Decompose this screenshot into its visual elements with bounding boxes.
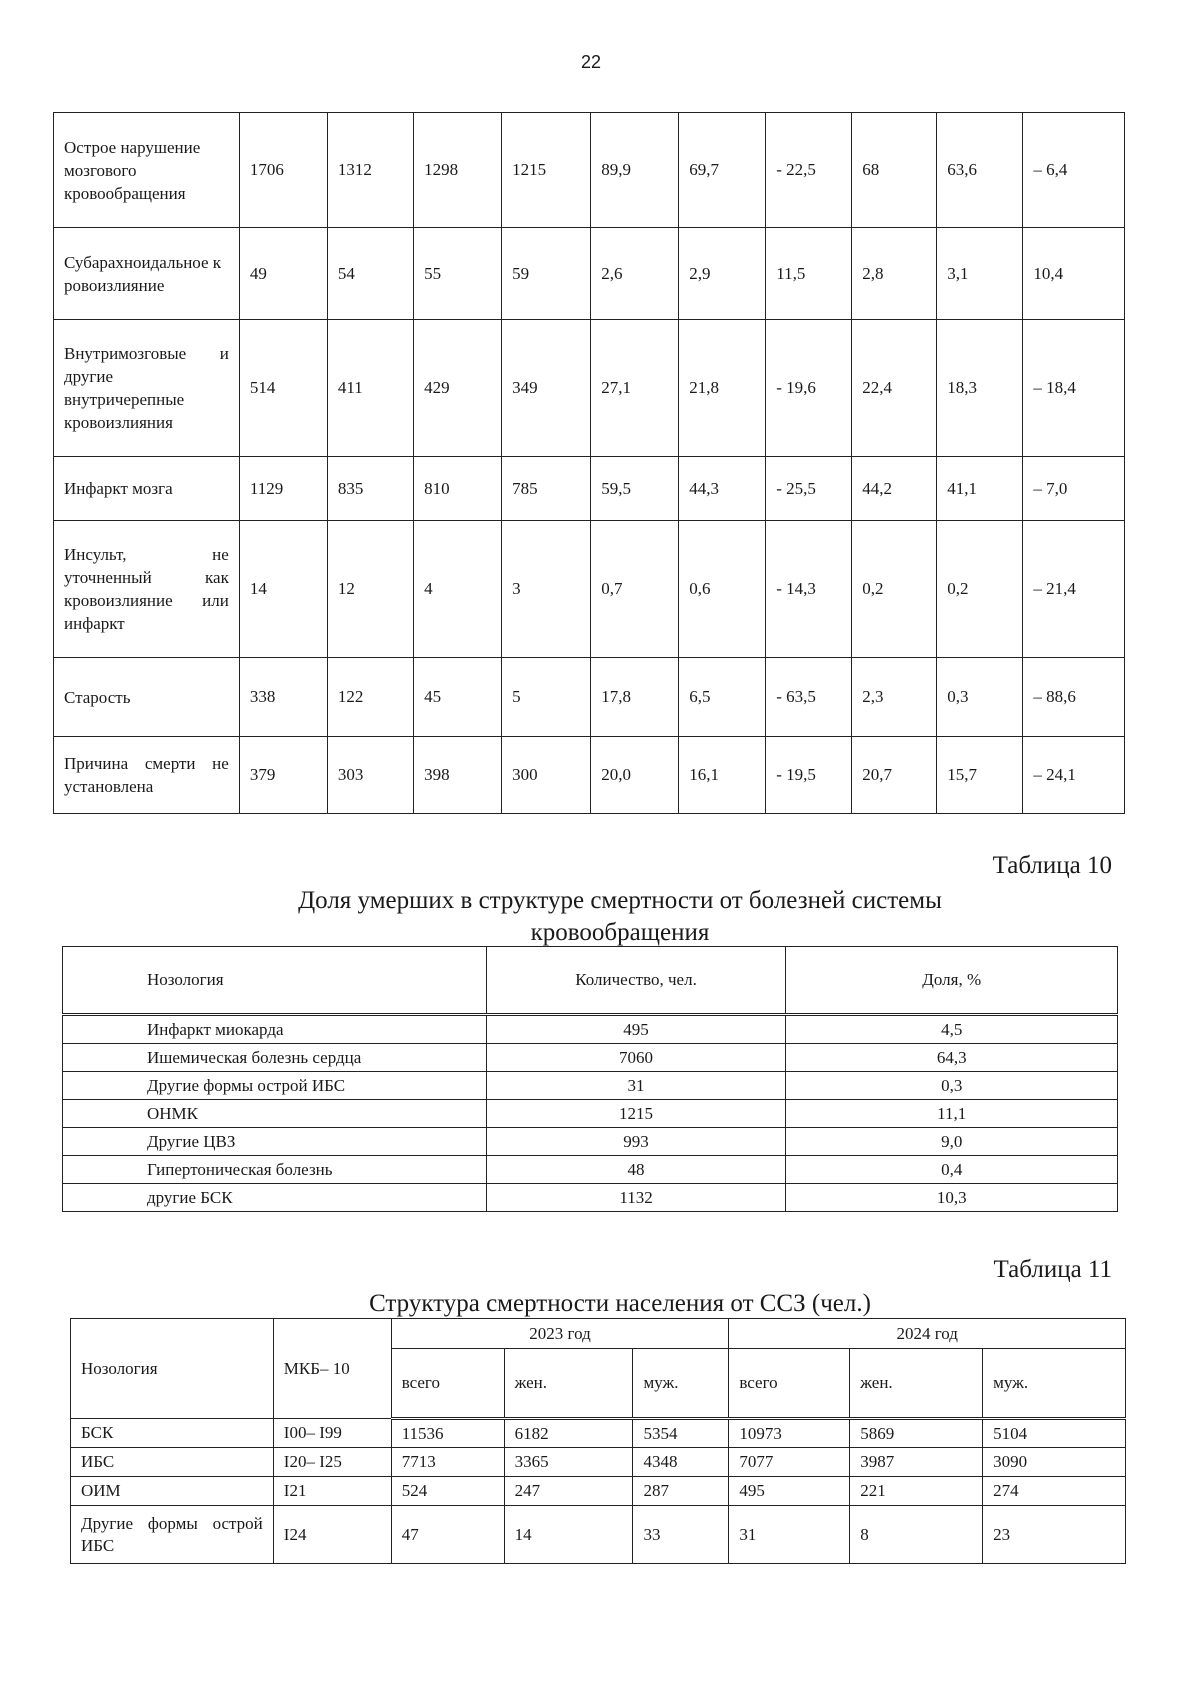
cell: 303 xyxy=(327,737,413,814)
row-name: Старость xyxy=(54,658,240,737)
row-name: Субарахноидальное кровоизлияние xyxy=(54,228,240,320)
cell: 10,3 xyxy=(786,1184,1118,1212)
cell: 10973 xyxy=(729,1419,850,1448)
row-name: Инсульт, не уточненный как кровоизлияние или инфаркт xyxy=(54,521,240,658)
table-header-row xyxy=(71,1319,1126,1349)
table-row xyxy=(54,457,1125,521)
table-row xyxy=(71,1506,1126,1564)
table10-label: Таблица 10 xyxy=(992,852,1112,879)
table-row xyxy=(71,1477,1126,1506)
row-name: Острое нарушение мозгового кровообращения xyxy=(54,113,240,228)
cell: 14 xyxy=(504,1506,633,1564)
cell: 10,4 xyxy=(1023,228,1125,320)
cell: - 14,3 xyxy=(766,521,852,658)
cell: 22,4 xyxy=(852,320,937,457)
cell: 122 xyxy=(327,658,413,737)
row-icd: I24 xyxy=(273,1506,391,1564)
table-row xyxy=(54,658,1125,737)
cell: 12 xyxy=(327,521,413,658)
cell: – 7,0 xyxy=(1023,457,1125,521)
cell: – 88,6 xyxy=(1023,658,1125,737)
cell: 993 xyxy=(486,1128,786,1156)
cell: 31 xyxy=(729,1506,850,1564)
row-name: ОИМ xyxy=(71,1477,274,1506)
table-row xyxy=(63,1044,1118,1072)
cell: 785 xyxy=(502,457,591,521)
cell: 17,8 xyxy=(591,658,679,737)
cell: 495 xyxy=(729,1477,850,1506)
cell: - 19,5 xyxy=(766,737,852,814)
table-row xyxy=(54,320,1125,457)
cell: 429 xyxy=(414,320,502,457)
cell: 398 xyxy=(414,737,502,814)
column-subheader: жен. xyxy=(850,1349,983,1419)
column-header-nosology: Нозология xyxy=(71,1319,274,1419)
row-name: Внутримозговые и другие внутричерепные кровоизлияния xyxy=(54,320,240,457)
cell: - 25,5 xyxy=(766,457,852,521)
table-row xyxy=(63,1100,1118,1128)
table10-title: Доля умерших в структуре смертности от болезней системы кровообращения xyxy=(298,887,942,946)
cell: 16,1 xyxy=(679,737,766,814)
cell: 20,7 xyxy=(852,737,937,814)
cell: 1129 xyxy=(239,457,327,521)
cell: 21,8 xyxy=(679,320,766,457)
cell: 14 xyxy=(239,521,327,658)
cell: 3987 xyxy=(850,1448,983,1477)
column-header: Нозология xyxy=(63,947,487,1015)
cell: 18,3 xyxy=(937,320,1023,457)
table-header-row xyxy=(63,947,1118,1015)
cell: 48 xyxy=(486,1156,786,1184)
cell: 4,5 xyxy=(786,1015,1118,1044)
cell: 49 xyxy=(239,228,327,320)
row-icd: I20– I25 xyxy=(273,1448,391,1477)
cell: 31 xyxy=(486,1072,786,1100)
cell: 9,0 xyxy=(786,1128,1118,1156)
share-of-deaths-table xyxy=(62,946,1118,1212)
cell: 15,7 xyxy=(937,737,1023,814)
cell: 5 xyxy=(502,658,591,737)
cell: 524 xyxy=(391,1477,504,1506)
column-subheader: жен. xyxy=(504,1349,633,1419)
cell: Другие ЦВЗ xyxy=(63,1128,487,1156)
table11-label: Таблица 11 xyxy=(993,1256,1112,1283)
cell: 1215 xyxy=(486,1100,786,1128)
cell: Другие формы острой ИБС xyxy=(63,1072,487,1100)
cell: 5354 xyxy=(633,1419,729,1448)
cell: 20,0 xyxy=(591,737,679,814)
cell: – 21,4 xyxy=(1023,521,1125,658)
cell: 1298 xyxy=(414,113,502,228)
column-header: Доля, % xyxy=(786,947,1118,1015)
row-icd: I21 xyxy=(273,1477,391,1506)
cell: 23 xyxy=(983,1506,1126,1564)
cell: 221 xyxy=(850,1477,983,1506)
cell: 0,3 xyxy=(937,658,1023,737)
table-row xyxy=(63,1184,1118,1212)
cell: 4348 xyxy=(633,1448,729,1477)
table11-title: Структура смертности населения от ССЗ (чел.) xyxy=(369,1290,871,1317)
cell: 0,2 xyxy=(937,521,1023,658)
cell: – 6,4 xyxy=(1023,113,1125,228)
cell: 3 xyxy=(502,521,591,658)
cell: 6182 xyxy=(504,1419,633,1448)
cell: 5104 xyxy=(983,1419,1126,1448)
cell: 11,1 xyxy=(786,1100,1118,1128)
cell: 89,9 xyxy=(591,113,679,228)
table-row xyxy=(54,521,1125,658)
cell: - 19,6 xyxy=(766,320,852,457)
cell: 69,7 xyxy=(679,113,766,228)
table-row xyxy=(54,113,1125,228)
cell: 379 xyxy=(239,737,327,814)
cell: 7713 xyxy=(391,1448,504,1477)
cell: 0,3 xyxy=(786,1072,1118,1100)
row-name: БСК xyxy=(71,1419,274,1448)
row-name: Другие формы острой ИБС xyxy=(71,1506,274,1564)
column-subheader: всего xyxy=(391,1349,504,1419)
cell: 274 xyxy=(983,1477,1126,1506)
cell: 1215 xyxy=(502,113,591,228)
cell: 45 xyxy=(414,658,502,737)
cell: 54 xyxy=(327,228,413,320)
row-name: ИБС xyxy=(71,1448,274,1477)
cell: 2,3 xyxy=(852,658,937,737)
row-name: Инфаркт мозга xyxy=(54,457,240,521)
cell: 44,2 xyxy=(852,457,937,521)
column-header-icd: МКБ– 10 xyxy=(273,1319,391,1419)
cell: 495 xyxy=(486,1015,786,1044)
cell: 338 xyxy=(239,658,327,737)
table-row xyxy=(63,1156,1118,1184)
cell: Инфаркт миокарда xyxy=(63,1015,487,1044)
cell: другие БСК xyxy=(63,1184,487,1212)
cell: 68 xyxy=(852,113,937,228)
row-name: Причина смерти не установлена xyxy=(54,737,240,814)
cell: 3365 xyxy=(504,1448,633,1477)
table-row xyxy=(63,1128,1118,1156)
cell: – 24,1 xyxy=(1023,737,1125,814)
cell: 3090 xyxy=(983,1448,1126,1477)
table-row xyxy=(54,228,1125,320)
cell: 7077 xyxy=(729,1448,850,1477)
table-row xyxy=(71,1448,1126,1477)
cell: 3,1 xyxy=(937,228,1023,320)
page-number: 22 xyxy=(580,52,602,72)
cell: 2,6 xyxy=(591,228,679,320)
cell: 5869 xyxy=(850,1419,983,1448)
cell: – 18,4 xyxy=(1023,320,1125,457)
column-subheader: всего xyxy=(729,1349,850,1419)
cell: Гипертоническая болезнь xyxy=(63,1156,487,1184)
cell: 247 xyxy=(504,1477,633,1506)
column-header-year-2024: 2024 год xyxy=(729,1319,1126,1349)
cell: 47 xyxy=(391,1506,504,1564)
cell: 514 xyxy=(239,320,327,457)
cell: 41,1 xyxy=(937,457,1023,521)
cell: 6,5 xyxy=(679,658,766,737)
cell: 810 xyxy=(414,457,502,521)
cvd-mortality-structure-table xyxy=(70,1318,1126,1564)
cell: 1132 xyxy=(486,1184,786,1212)
cell: 44,3 xyxy=(679,457,766,521)
cell: 0,6 xyxy=(679,521,766,658)
cell: 4 xyxy=(414,521,502,658)
cell: 835 xyxy=(327,457,413,521)
column-header: Количество, чел. xyxy=(486,947,786,1015)
cell: 55 xyxy=(414,228,502,320)
table-row xyxy=(63,1072,1118,1100)
cell: 1706 xyxy=(239,113,327,228)
column-header-year-2023: 2023 год xyxy=(391,1319,729,1349)
column-subheader: муж. xyxy=(633,1349,729,1419)
cell: 2,9 xyxy=(679,228,766,320)
cell: 2,8 xyxy=(852,228,937,320)
column-subheader: муж. xyxy=(983,1349,1126,1419)
cell: Ишемическая болезнь сердца xyxy=(63,1044,487,1072)
cell: 287 xyxy=(633,1477,729,1506)
cell: 63,6 xyxy=(937,113,1023,228)
row-icd: I00– I99 xyxy=(273,1419,391,1448)
cell: 0,7 xyxy=(591,521,679,658)
cell: 1312 xyxy=(327,113,413,228)
cell: 64,3 xyxy=(786,1044,1118,1072)
cell: 0,2 xyxy=(852,521,937,658)
cell: ОНМК xyxy=(63,1100,487,1128)
cell: 411 xyxy=(327,320,413,457)
cell: - 22,5 xyxy=(766,113,852,228)
cell: 59,5 xyxy=(591,457,679,521)
table-row xyxy=(63,1015,1118,1044)
cell: 349 xyxy=(502,320,591,457)
mortality-continued-table xyxy=(53,112,1125,814)
table-row xyxy=(54,737,1125,814)
cell: 33 xyxy=(633,1506,729,1564)
table-row xyxy=(71,1419,1126,1448)
cell: 7060 xyxy=(486,1044,786,1072)
cell: 11,5 xyxy=(766,228,852,320)
cell: 8 xyxy=(850,1506,983,1564)
cell: 0,4 xyxy=(786,1156,1118,1184)
cell: 11536 xyxy=(391,1419,504,1448)
cell: 300 xyxy=(502,737,591,814)
cell: - 63,5 xyxy=(766,658,852,737)
cell: 59 xyxy=(502,228,591,320)
cell: 27,1 xyxy=(591,320,679,457)
